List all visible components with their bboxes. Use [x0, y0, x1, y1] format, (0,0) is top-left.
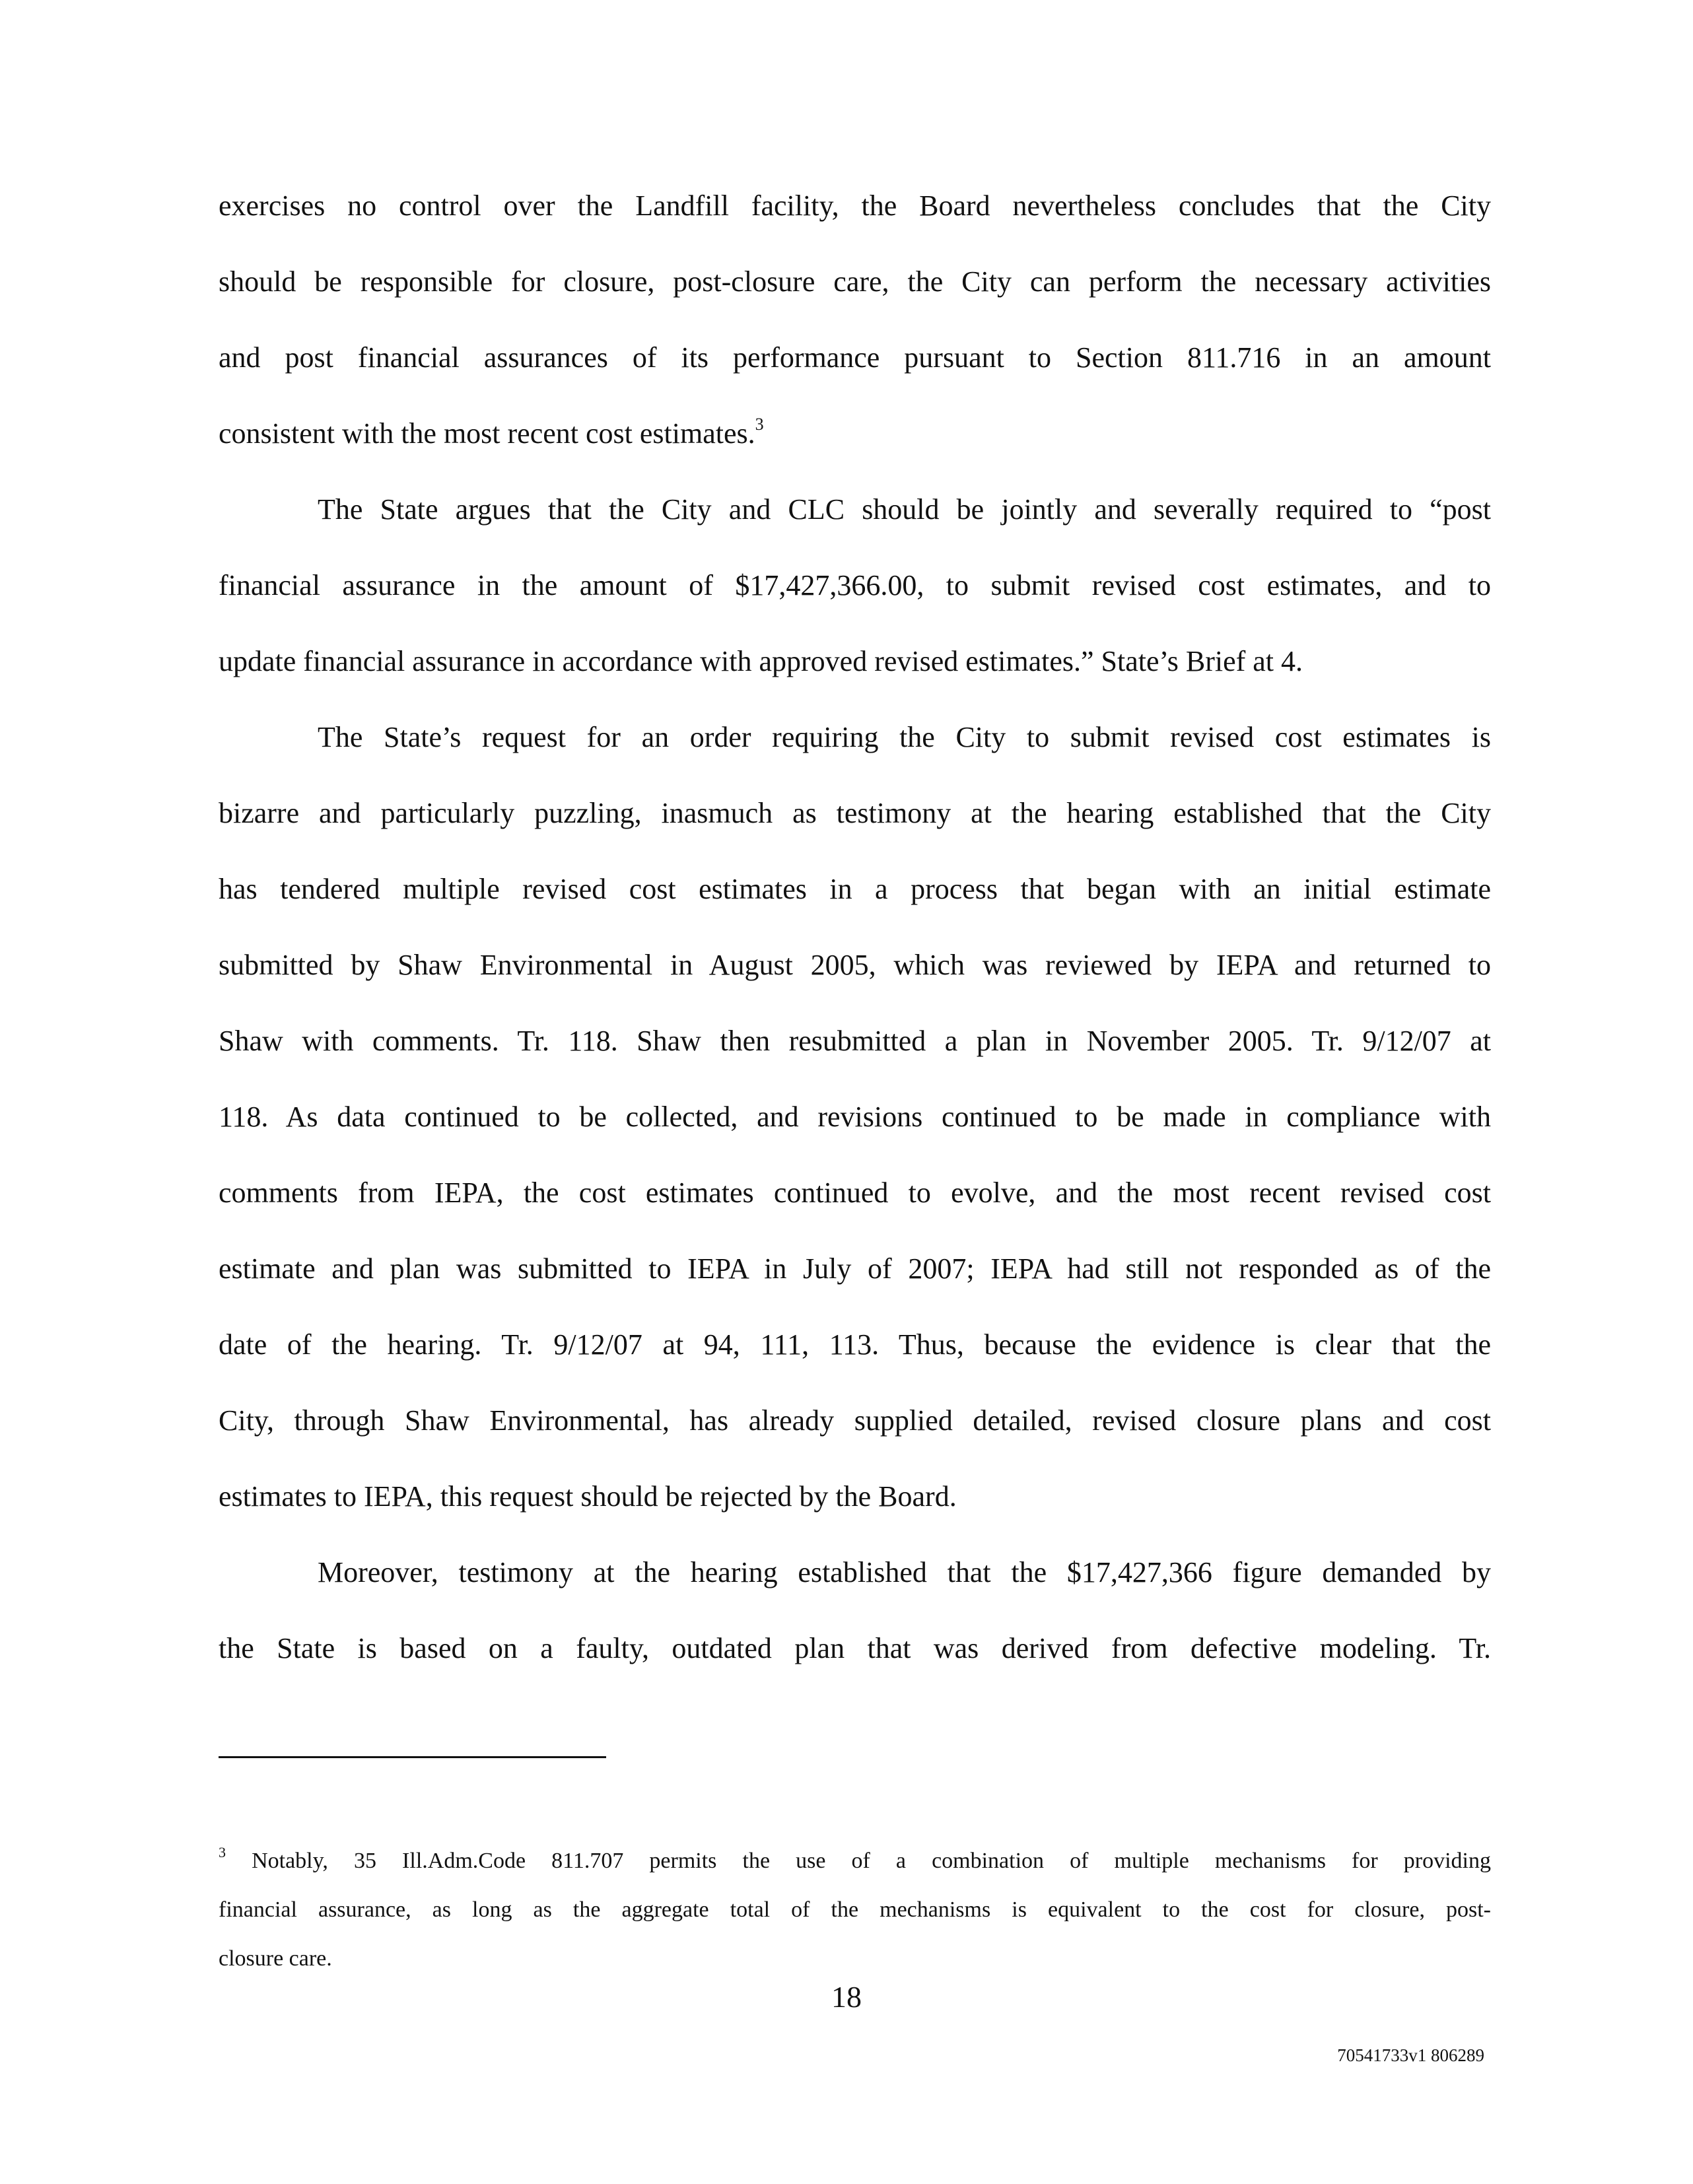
text-line: update financial assurance in accordance with approved revised estimates.” State’s Brief at 4.: [219, 645, 1303, 677]
footnote-reference[interactable]: 3: [755, 415, 764, 434]
text-line: bizarre and particularly puzzling, inasmuch as testimony at the hearing established that the City: [219, 797, 1491, 829]
footnote-line: financial assurance, as long as the aggregate total of the mechanisms is equivalent to the cost for closure, post-: [219, 1897, 1491, 1922]
document-id: 70541733v1 806289: [1337, 2045, 1484, 2065]
paragraph-2: [219, 471, 1491, 699]
text-line: City, through Shaw Environmental, has already supplied detailed, revised closure plans and cost: [219, 1404, 1491, 1437]
footnote-line: closure care.: [219, 1946, 332, 1971]
page-number: 18: [831, 1980, 862, 2014]
text-line: the State is based on a faulty, outdated plan that was derived from defective modeling. Tr.: [219, 1632, 1491, 1664]
text-line: comments from IEPA, the cost estimates continued to evolve, and the most recent revised cost: [219, 1177, 1491, 1209]
text-line: [219, 395, 1491, 471]
text-line-content: consistent with the most recent cost estimates.: [219, 417, 755, 450]
footnote-line: [219, 1837, 1491, 1886]
footnote-separator: [219, 1756, 606, 1758]
text-line: estimate and plan was submitted to IEPA in July of 2007; IEPA had still not responded as of the: [219, 1252, 1491, 1285]
text-line: Moreover, testimony at the hearing established that the $17,427,366 figure demanded by: [318, 1556, 1491, 1588]
text-line: 118. As data continued to be collected, and revisions continued to be made in compliance with: [219, 1101, 1491, 1133]
text-line: has tendered multiple revised cost estimates in a process that began with an initial estimate: [219, 873, 1491, 905]
text-line: should be responsible for closure, post-closure care, the City can perform the necessary activities: [219, 265, 1491, 298]
text-line: Shaw with comments. Tr. 118. Shaw then resubmitted a plan in November 2005. Tr. 9/12/07 at: [219, 1025, 1491, 1057]
text-line: and post financial assurances of its performance pursuant to Section 811.716 in an amount: [219, 341, 1491, 374]
body-text: [219, 168, 1491, 1686]
paragraph-4: [219, 1534, 1491, 1686]
text-line: The State argues that the City and CLC should be jointly and severally required to “post: [318, 493, 1491, 526]
paragraph-1: [219, 168, 1491, 471]
footnote-line-content: Notably, 35 Ill.Adm.Code 811.707 permits the use of a combination of multiple mechanisms for providing: [252, 1849, 1491, 1873]
text-line: The State’s request for an order requiring the City to submit revised cost estimates is: [318, 721, 1491, 753]
text-line: exercises no control over the Landfill facility, the Board nevertheless concludes that the City: [219, 189, 1491, 222]
text-line: financial assurance in the amount of $17,427,366.00, to submit revised cost estimates, and to: [219, 569, 1491, 601]
text-line: date of the hearing. Tr. 9/12/07 at 94, 111, 113. Thus, because the evidence is clear that the: [219, 1328, 1491, 1361]
paragraph-3: [219, 699, 1491, 1534]
text-line: estimates to IEPA, this request should be rejected by the Board.: [219, 1480, 957, 1513]
footnote: [219, 1837, 1491, 1983]
text-line: submitted by Shaw Environmental in August 2005, which was reviewed by IEPA and returned to: [219, 949, 1491, 981]
footnote-marker: 3: [219, 1844, 226, 1860]
